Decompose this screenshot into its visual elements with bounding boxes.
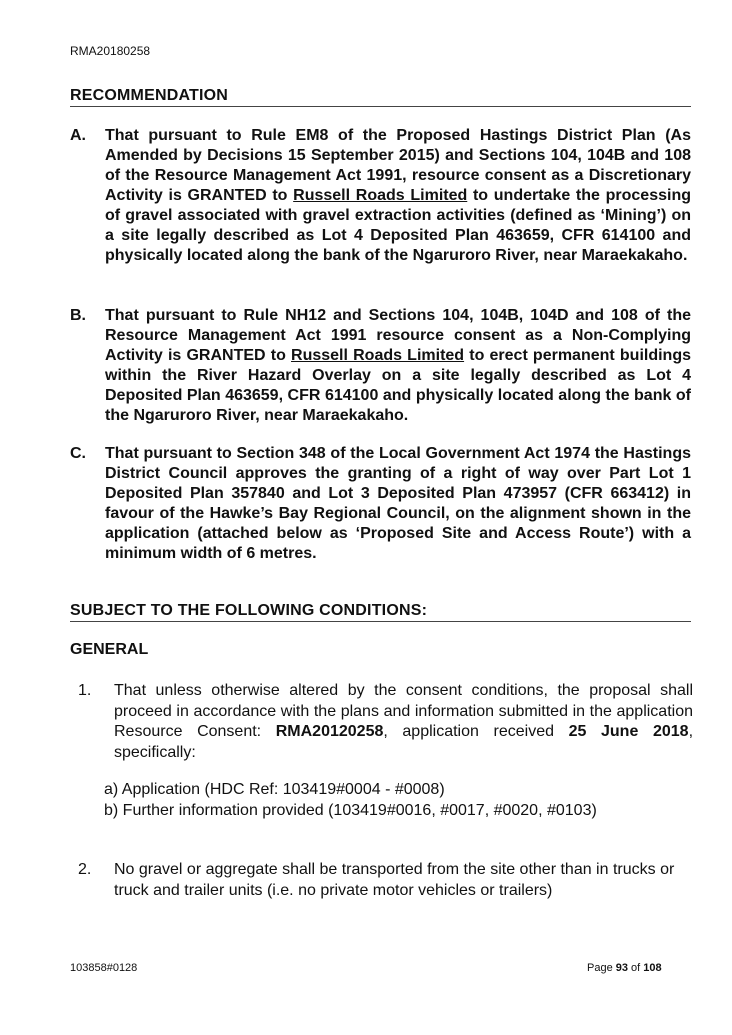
item-letter: B. [70, 307, 86, 324]
header-reference: RMA20180258 [70, 44, 151, 58]
conditions-heading: SUBJECT TO THE FOLLOWING CONDITIONS: [70, 602, 691, 622]
condition-text: No gravel or aggregate shall be transported from the site other than in trucks or truck and trailer units (i.e. no private motor vehicles or trailers) [114, 861, 675, 899]
grantee-name: Russell Roads Limited [293, 187, 468, 204]
footer-document-reference: 103858#0128 [70, 962, 138, 974]
recommendation-item-b [70, 306, 691, 426]
recommendation-heading: RECOMMENDATION [70, 87, 691, 107]
condition-subitem-b: b) Further information provided (103419#0016, #0017, #0020, #0103) [104, 802, 597, 819]
consent-number: RMA20120258 [275, 723, 384, 740]
item-text: That pursuant to Section 348 of the Local Government Act 1974 the Hastings District Council approves the granting of a right of way over Part Lot 1 Deposited Plan 357840 and Lot 3 Deposited Plan 473957 (CFR 663412) in favour of the Hawke’s Bay Regional Council, on the alignment shown in the application (attached below as ‘Proposed Site and Access Route’) with a minimum width of 6 metres. [105, 445, 691, 562]
item-letter: A. [70, 127, 86, 144]
condition-item-1 [78, 681, 693, 763]
general-heading: GENERAL [70, 641, 149, 658]
item-text: That pursuant to Rule NH12 and Sections 104, 104B, 104D and 108 of the Resource Management Act 1991 resource consent as a Non-Complying Activity is GRANTED to Russell Roads Limited to erect permanent buildings within the River Hazard Overlay on a site legally described as Lot 4 Deposited Plan 463659, CFR 614100 and physically located along the bank of the Ngaruroro River, near Maraekakaho. [105, 307, 692, 424]
item-letter: C. [70, 445, 86, 462]
item-text: That pursuant to Rule EM8 of the Proposed Hastings District Plan (As Amended by Decisions 15 September 2015) and Sections 104, 104B and 108 of the Resource Management Act 1991, resource consent as a Discretionary Activity is GRANTED to Russell Roads Limited to undertake the processing of gravel associated with gravel extraction activities (defined as ‘Mining’) on a site legally described as Lot 4 Deposited Plan 463659, CFR 614100 and physically located along the bank of the Ngaruroro River, near Maraekakaho. [105, 127, 691, 264]
grantee-name: Russell Roads Limited [291, 347, 465, 364]
received-date: 25 June 2018 [568, 723, 689, 740]
condition-number: 1. [78, 682, 92, 699]
condition-text: That unless otherwise altered by the consent conditions, the proposal shall proceed in accordance with the plans and information submitted in the application Resource Consent: RMA20120258, application received 25 June 2018, specifically: [114, 682, 694, 761]
footer-page-number: Page 93 of 108 [587, 962, 662, 974]
condition-item-2 [78, 860, 693, 901]
condition-number: 2. [78, 861, 92, 878]
condition-subitem-a: a) Application (HDC Ref: 103419#0004 - #0008) [104, 781, 445, 798]
recommendation-item-a [70, 126, 691, 266]
recommendation-item-c [70, 444, 691, 564]
